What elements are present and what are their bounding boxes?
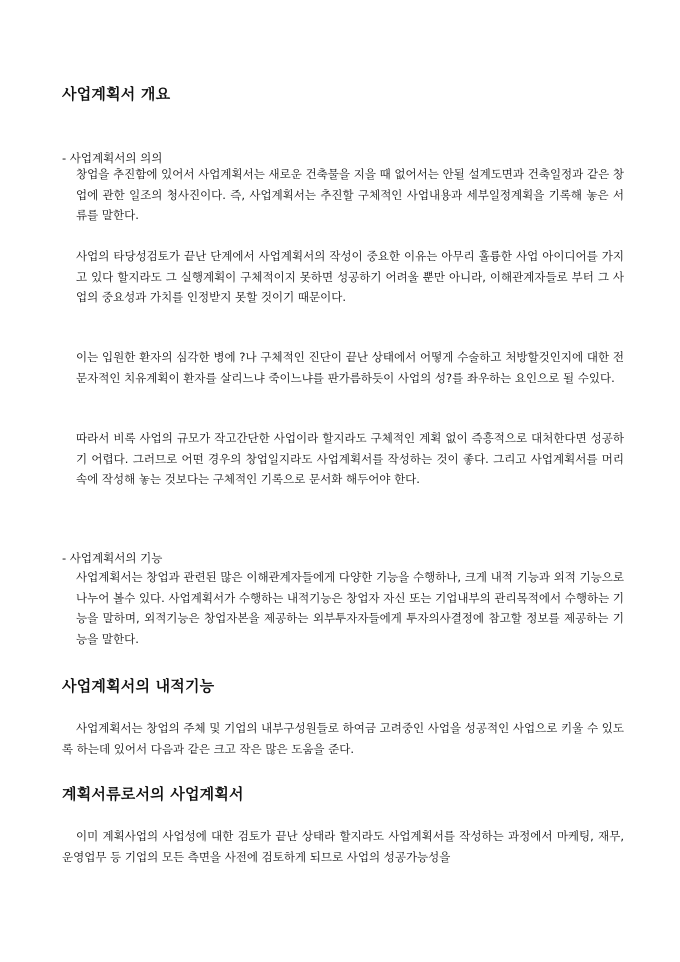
paragraph-meaning-4: 따라서 비록 사업의 규모가 작고간단한 사업이라 할지라도 구체적인 계획 없이 즉흥적으로 대처한다면 성공하기 어렵다. 그러므로 어떤 경우의 창업일지라도 사업계획서를 작성하는 것이 좋다. 그리고 사업계획서를 머리 속에 작성해 놓는 것보다는 구체적인 기록으로 문서화 해두어야 한다.	[76, 431, 624, 486]
paragraph-meaning-1: 창업을 추진함에 있어서 사업계획서는 새로운 건축물을 지을 때 없어서는 안될 설계도면과 건축일정과 같은 창업에 관한 일조의 청사진이다. 즉, 사업계획서는 추진할 구체적인 사업내용과 세부일정계획을 기록해 놓은 서류를 말한다.	[76, 167, 624, 222]
bullet-label-meaning: - 사업계획서의 의의	[62, 151, 163, 165]
section-heading-internal: 사업계획서의 내적기능	[62, 677, 215, 695]
paragraph-internal: 사업계획서는 창업의 주체 및 기업의 내부구성원들로 하여금 고려중인 사업을 성공적인 사업으로 키울 수 있도록 하는데 있어서 다음과 같은 크고 작은 많은 도움을 준다.	[62, 721, 624, 756]
section-heading-document: 계획서류로서의 사업계획서	[62, 785, 244, 803]
paragraph-function: 사업계획서는 창업과 관련된 많은 이해관계자들에게 다양한 기능을 수행하나, 크게 내적 기능과 외적 기능으로 나누어 볼수 있다. 사업계획서가 수행하는 내적기능은 창업자 자신 또는 기업내부의 관리목적에서 수행하는 기능을 말하며, 외적기능은 창업자본을 제공하는 외부투자자들에게 투자의사결정에 참고할 정보를 제공하는 기능을 말한다.	[76, 570, 624, 646]
bullet-label-function: - 사업계획서의 기능	[62, 551, 163, 565]
paragraph-meaning-2: 사업의 타당성검토가 끝난 단계에서 사업계획서의 작성이 중요한 이유는 아무리 훌륭한 사업 아이디어를 가지고 있다 할지라도 그 실행계획이 구체적이지 못하면 성공하기 어려울 뿐만 아니라, 이해관계자들로 부터 그 사업의 중요성과 가치를 인정받지 못할 것이기 때문이다.	[76, 249, 624, 304]
section-heading-overview: 사업계획서 개요	[62, 85, 171, 103]
paragraph-meaning-3: 이는 입원한 환자의 심각한 병에 ?나 구체적인 진단이 끝난 상태에서 어떻게 수술하고 처방할것인지에 대한 전문자적인 치유계획이 환자를 살리느냐 죽이느냐를 판가름하듯이 사업의 성?를 좌우하는 요인으로 될 수있다.	[76, 350, 624, 385]
paragraph-document: 이미 계획사업의 사업성에 대한 검토가 끝난 상태라 할지라도 사업계획서를 작성하는 과정에서 마케팅, 재무, 운영업무 등 기업의 모든 측면을 사전에 검토하게 되므로 사업의 성공가능성을	[62, 829, 624, 864]
